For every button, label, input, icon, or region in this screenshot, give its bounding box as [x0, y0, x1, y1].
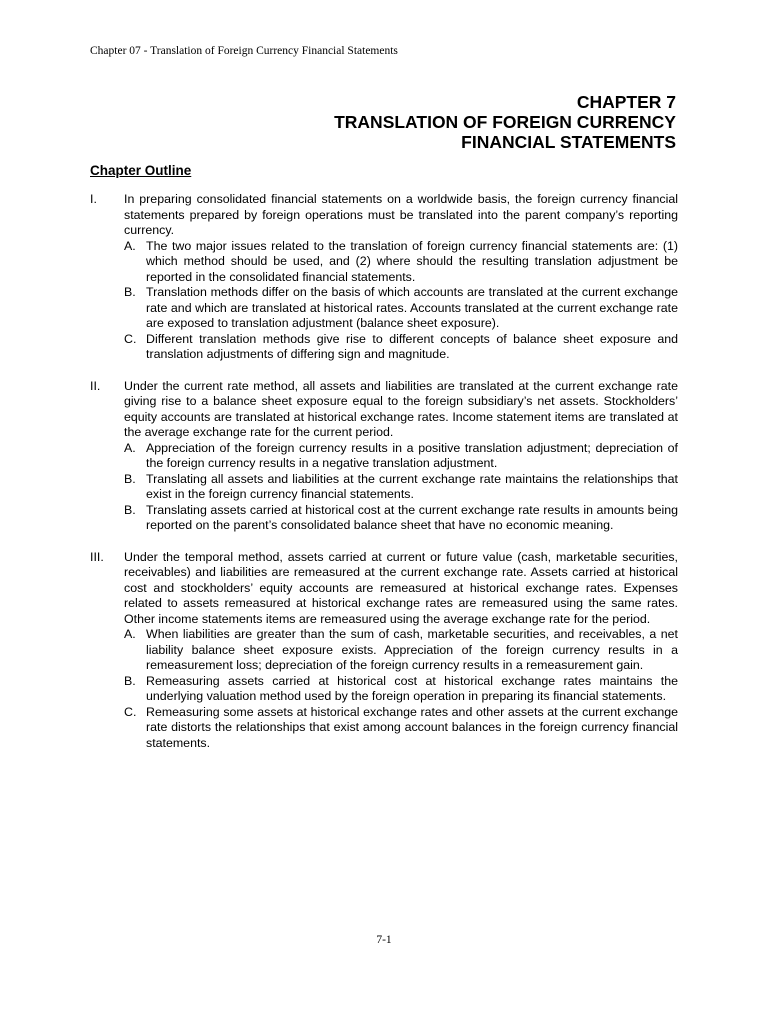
section-numeral: II. [90, 378, 101, 393]
sub-item [124, 239, 678, 286]
sub-item [124, 503, 678, 534]
outline-section [90, 550, 678, 752]
page-number: 7-1 [376, 934, 392, 946]
sub-item-letter: A. [124, 238, 136, 253]
sub-item-letter: B. [124, 502, 136, 517]
sub-item-text: Different translation methods give rise to different concepts of balance sheet exposure and translation adjustments of differing sign and magnitude. [146, 331, 678, 361]
chapter-title-line-1: TRANSLATION OF FOREIGN CURRENCY [334, 112, 676, 132]
sub-item-list [124, 627, 678, 751]
chapter-title-line-2: FINANCIAL STATEMENTS [461, 132, 676, 152]
sub-item-text: Translating assets carried at historical cost at the current exchange rate results in amounts being reported on the parent’s consolidated balance sheet that have no economic meaning. [146, 502, 678, 532]
sub-item-list [124, 441, 678, 534]
sub-item-letter: C. [124, 331, 137, 346]
sub-item [124, 627, 678, 674]
section-text: Under the temporal method, assets carried at current or future value (cash, marketable securities, receivables) and liabilities are remeasured at the current exchange rate. Assets carried at historical cost and stockholders’ equity accounts are remeasured at historical exchange rates. Expenses related to assets remeasured at historical exchange rates are remeasured using the same rates. Other income statements items are remeasured using the average exchange rate for the period. [124, 549, 678, 626]
sub-item [124, 441, 678, 472]
sub-item-letter: A. [124, 627, 136, 641]
sub-item-letter: B. [124, 285, 136, 299]
sub-item [124, 705, 678, 752]
outline-section [90, 379, 678, 534]
sub-item-letter: B. [124, 673, 136, 688]
chapter-number: CHAPTER 7 [576, 92, 676, 112]
outline-section [90, 192, 678, 363]
section-numeral: I. [90, 192, 97, 206]
outline-heading: Chapter Outline [90, 163, 192, 178]
running-header: Chapter 07 - Translation of Foreign Currency Financial Statements [90, 45, 398, 57]
chapter-title [334, 92, 676, 152]
sub-item-text: The two major issues related to the translation of foreign currency financial statements are: (1) which method should be used, and (2) where should the resulting translation adjustment be reported in the consolidated financial statements. [146, 238, 678, 284]
sub-item [124, 285, 678, 332]
section-text: Under the current rate method, all assets and liabilities are translated at the current exchange rate giving rise to a balance sheet exposure equal to the foreign subsidiary’s net assets. Stockholders’ equity accounts are translated at historical exchange rates. Income statement items are translated at the average exchange rate for the current period. [124, 378, 678, 439]
sub-item [124, 674, 678, 705]
chapter-outline [90, 192, 678, 767]
sub-item-text: Remeasuring assets carried at historical cost at historical exchange rates maintains the underlying valuation method used by the foreign operation in preparing its financial statements. [146, 673, 678, 703]
sub-item-text: Translating all assets and liabilities at the current exchange rate maintains the relationships that exist in the foreign currency financial statements. [146, 471, 678, 501]
sub-item-text: When liabilities are greater than the sum of cash, marketable securities, and receivables, a net liability balance sheet exposure exists. Appreciation of the foreign currency results in a remeasurement loss; depreciation of the foreign currency results in a remeasurement gain. [146, 627, 678, 672]
sub-item-letter: A. [124, 440, 136, 455]
sub-item-list [124, 239, 678, 363]
sub-item-letter: C. [124, 704, 137, 719]
sub-item [124, 472, 678, 503]
sub-item-letter: B. [124, 471, 136, 486]
section-text: In preparing consolidated financial statements on a worldwide basis, the foreign currency financial statements prepared by foreign operations must be translated into the parent company’s reporting currency. [124, 192, 678, 237]
section-numeral: III. [90, 549, 104, 564]
sub-item-text: Appreciation of the foreign currency results in a positive translation adjustment; depreciation of the foreign currency results in a negative translation adjustment. [146, 440, 678, 470]
sub-item-text: Remeasuring some assets at historical exchange rates and other assets at the current exchange rate distorts the relationships that exist among account balances in the foreign currency financial statements. [146, 704, 678, 750]
sub-item [124, 332, 678, 363]
sub-item-text: Translation methods differ on the basis of which accounts are translated at the current exchange rate and which are translated at historical rates. Accounts translated at the current exchange rate are exposed to translation adjustment (balance sheet exposure). [146, 285, 678, 330]
